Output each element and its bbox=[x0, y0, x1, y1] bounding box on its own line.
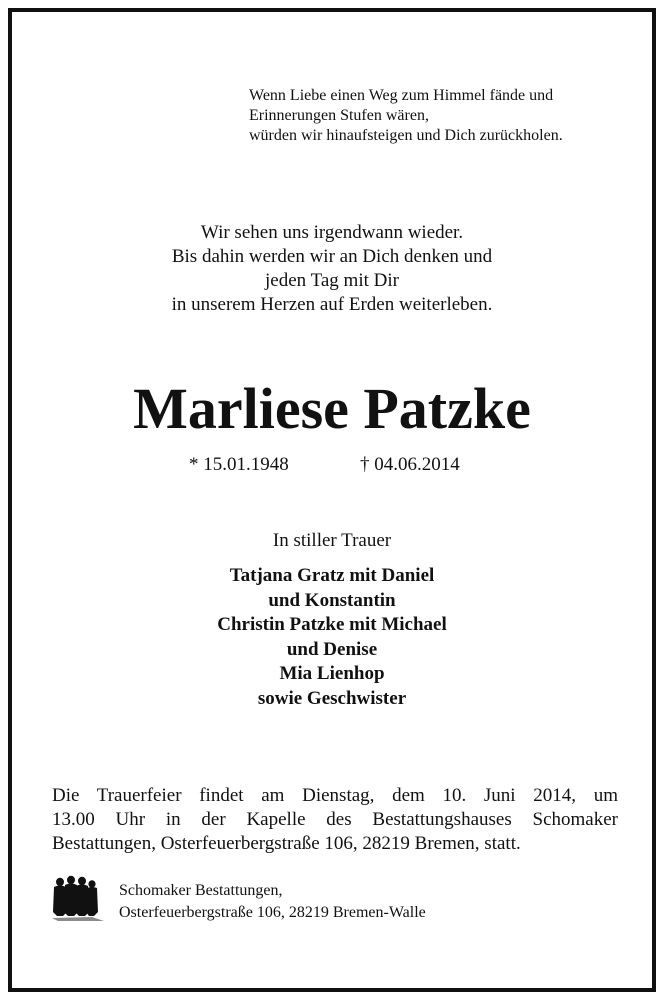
mourners-silhouette-icon bbox=[52, 874, 104, 922]
mourner-line: und Denise bbox=[286, 638, 378, 660]
poem-top bbox=[249, 86, 563, 146]
mourner-line: sowie Geschwister bbox=[257, 687, 407, 709]
poem-top-line: Wenn Liebe einen Weg zum Himmel fände und bbox=[249, 87, 554, 104]
ceremony-line: 13.00 Uhr in der Kapelle des Bestattungshauses Schomaker bbox=[52, 809, 618, 830]
ceremony-notice bbox=[52, 784, 618, 856]
death-date: † 04.06.2014 bbox=[360, 454, 460, 475]
poem-middle-line: in unserem Herzen auf Erden weiterleben. bbox=[171, 294, 493, 315]
mourning-label: In stiller Trauer bbox=[272, 530, 392, 551]
mourners-list bbox=[12, 564, 652, 711]
poem-top-line: würden wir hinaufsteigen und Dich zurückholen. bbox=[249, 127, 563, 144]
mourner-line: Mia Lienhop bbox=[279, 663, 385, 684]
poem-middle-line: Wir sehen uns irgendwann wieder. bbox=[200, 222, 464, 243]
funeral-home-name: Schomaker Bestattungen, bbox=[119, 882, 283, 899]
funeral-home-info bbox=[119, 880, 426, 924]
mourner-line: und Konstantin bbox=[268, 589, 396, 611]
mourner-line: Tatjana Gratz mit Daniel bbox=[229, 565, 435, 586]
poem-top-line: Erinnerungen Stufen wären, bbox=[249, 107, 429, 124]
birth-date: * 15.01.1948 bbox=[189, 454, 289, 475]
ceremony-line: Die Trauerfeier findet am Dienstag, dem 10. Juni 2014, um bbox=[52, 785, 618, 806]
obituary-frame bbox=[8, 8, 656, 992]
poem-middle-line: jeden Tag mit Dir bbox=[265, 270, 399, 291]
poem-middle-line: Bis dahin werden wir an Dich denken und bbox=[171, 246, 493, 267]
mourner-line: Christin Patzke mit Michael bbox=[217, 614, 447, 635]
funeral-home-address: Osterfeuerbergstraße 106, 28219 Bremen-Walle bbox=[119, 904, 426, 921]
poem-middle bbox=[12, 221, 652, 317]
deceased-name: Marliese Patzke bbox=[133, 376, 531, 441]
ceremony-line: Bestattungen, Osterfeuerbergstraße 106, 28219 Bremen, statt. bbox=[52, 833, 521, 854]
